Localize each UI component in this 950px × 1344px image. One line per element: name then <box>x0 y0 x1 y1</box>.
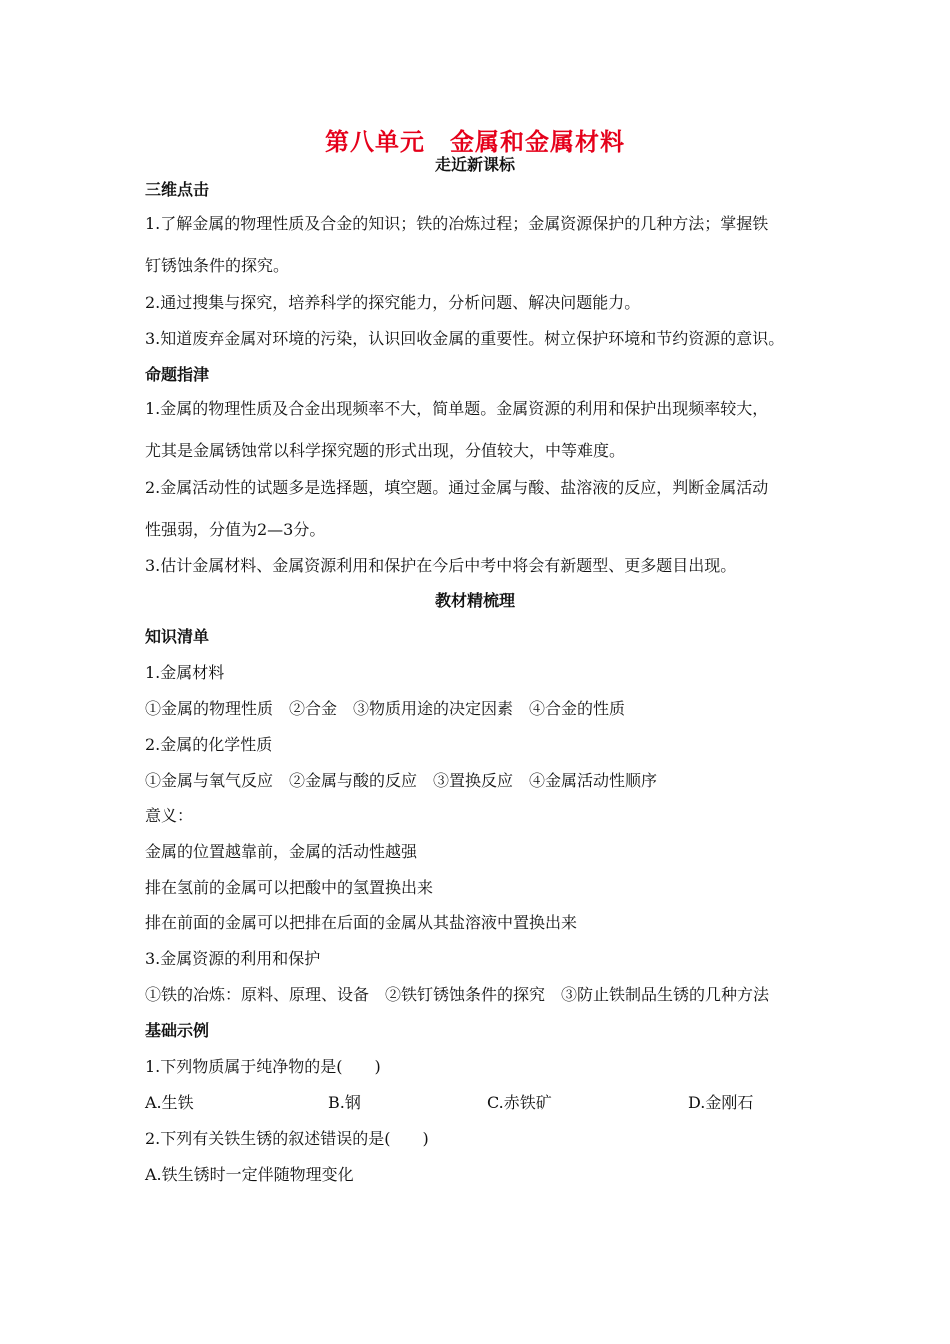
heading-basic-examples: 基础示例 <box>145 1021 210 1040</box>
paragraph-line: 意义： <box>145 806 194 825</box>
q1-option-a: A.生铁 <box>145 1093 194 1112</box>
paragraph-line: 1.金属的物理性质及合金出现频率不大，简单题。金属资源的利用和保护出现频率较大， <box>145 399 769 418</box>
paragraph-line: 2.金属活动性的试题多是选择题，填空题。通过金属与酸、盐溶液的反应，判断金属活动 <box>145 478 769 497</box>
paragraph-line: 2.通过搜集与探究，培养科学的探究能力，分析问题、解决问题能力。 <box>145 293 641 312</box>
paragraph-line: 尤其是金属锈蚀常以科学探究题的形式出现，分值较大，中等难度。 <box>145 441 626 460</box>
paragraph-line: 1.了解金属的物理性质及合金的知识；铁的冶炼过程；金属资源保护的几种方法；掌握铁 <box>145 214 769 233</box>
question-2: 2.下列有关铁生锈的叙述错误的是( ) <box>145 1129 429 1148</box>
q2-option-a: A.铁生锈时一定伴随物理变化 <box>145 1165 354 1184</box>
paragraph-line: ①铁的冶炼：原料、原理、设备 ②铁钉锈蚀条件的探究 ③防止铁制品生锈的几种方法 <box>145 985 770 1004</box>
unit-title: 第八单元 金属和金属材料 <box>325 128 625 156</box>
q1-option-b: B.钢 <box>328 1093 361 1112</box>
paragraph-line: ①金属与氧气反应 ②金属与酸的反应 ③置换反应 ④金属活动性顺序 <box>145 771 658 790</box>
paragraph-line: 排在前面的金属可以把排在后面的金属从其盐溶液中置换出来 <box>145 913 578 932</box>
paragraph-line: 排在氢前的金属可以把酸中的氢置换出来 <box>145 878 434 897</box>
heading-three-dimensions: 三维点击 <box>145 180 210 199</box>
paragraph-line: ①金属的物理性质 ②合金 ③物质用途的决定因素 ④合金的性质 <box>145 699 626 718</box>
section-subtitle-curriculum: 走近新课标 <box>434 155 515 174</box>
paragraph-line: 3.知道废弃金属对环境的污染，认识回收金属的重要性。树立保护环境和节约资源的意识。 <box>145 329 785 348</box>
heading-exam-guide: 命题指津 <box>145 365 210 384</box>
section-subtitle-textbook: 教材精梳理 <box>434 591 515 610</box>
paragraph-line: 性强弱，分值为2—3分。 <box>145 520 326 539</box>
paragraph-line: 钉锈蚀条件的探究。 <box>145 256 290 275</box>
q1-option-c: C.赤铁矿 <box>487 1093 552 1112</box>
paragraph-line: 1.金属材料 <box>145 663 225 682</box>
paragraph-line: 3.金属资源的利用和保护 <box>145 949 321 968</box>
question-1: 1.下列物质属于纯净物的是( ) <box>145 1057 381 1076</box>
paragraph-line: 2.金属的化学性质 <box>145 735 273 754</box>
heading-knowledge-list: 知识清单 <box>145 627 210 646</box>
paragraph-line: 3.估计金属材料、金属资源利用和保护在今后中考中将会有新题型、更多题目出现。 <box>145 556 737 575</box>
q1-option-d: D.金刚石 <box>688 1093 754 1112</box>
paragraph-line: 金属的位置越靠前，金属的活动性越强 <box>145 842 418 861</box>
